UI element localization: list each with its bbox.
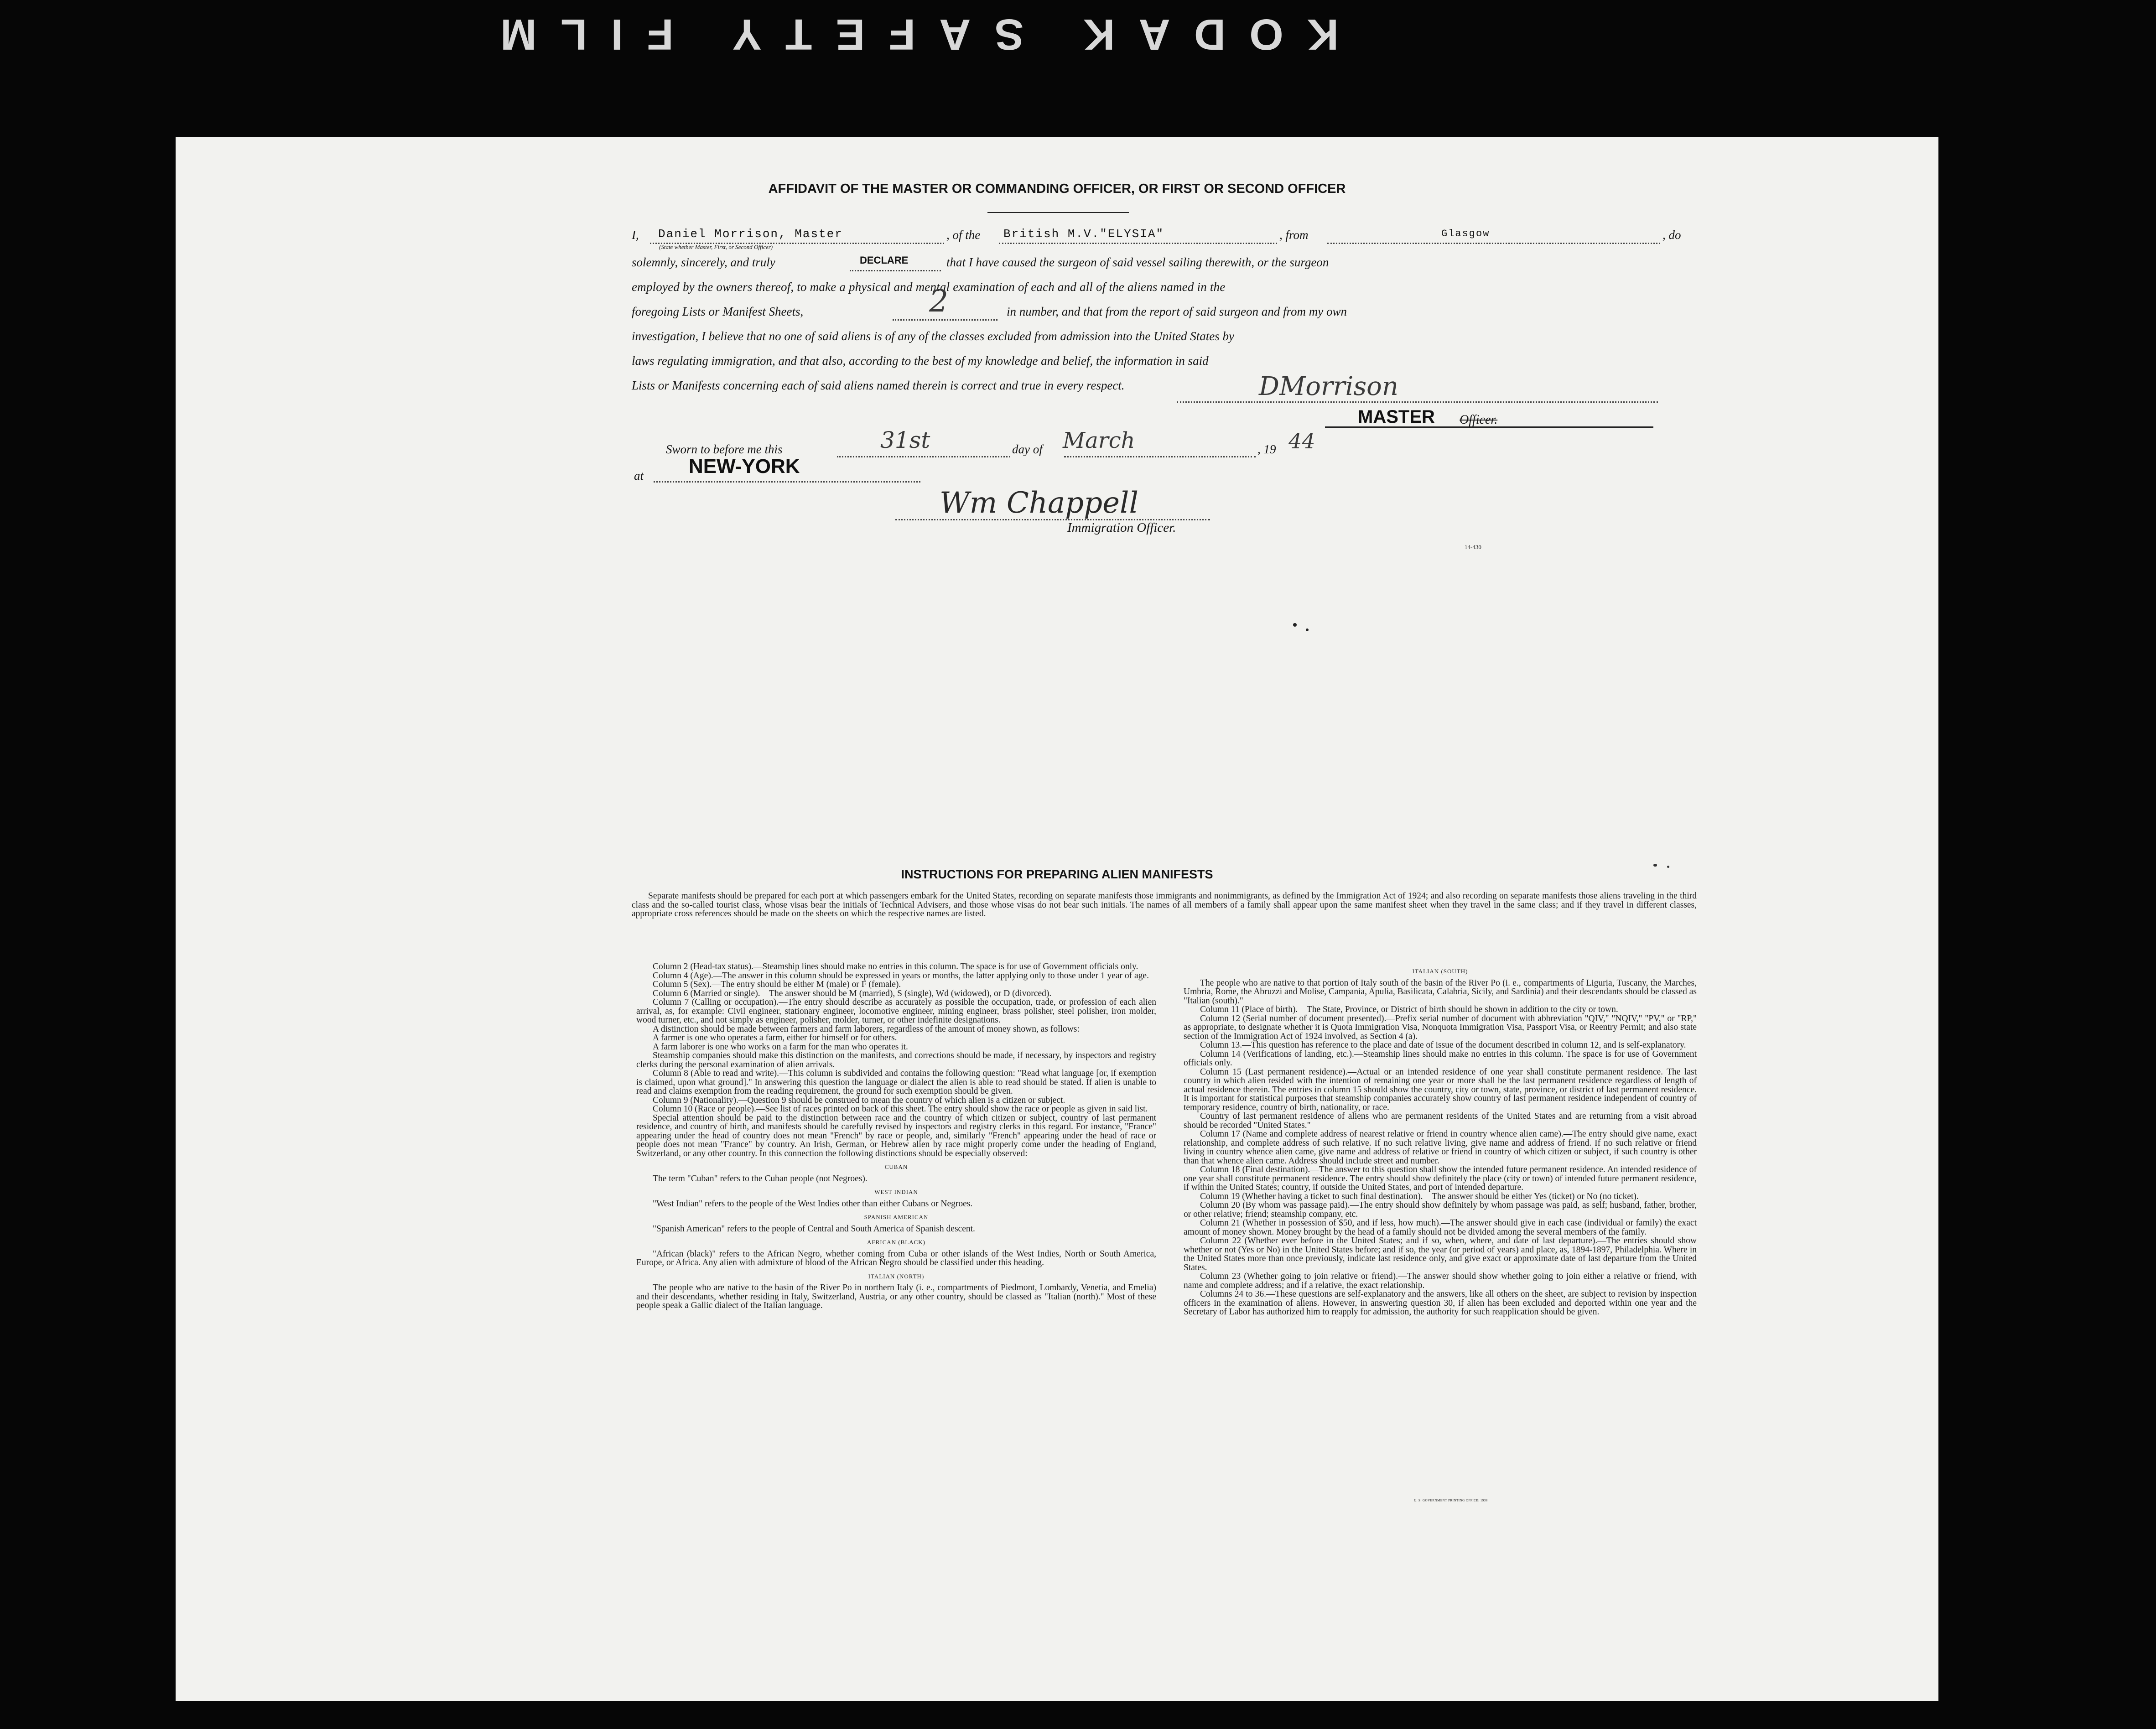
instructions-paragraph: Column 15 (Last permanent residence).—Actual or an intended residence of one year shall constitute permanent residence. The last country in which alien resided with the intention of remaining one year or more shall be the last permanent residence regardless of length of actual residence therein. The entries in column 15 should show the country, city or town, state, province, or district of last permanent residence. It is important for statistical purposes that steamship companies accurately show country of last permanent residence independent of country of temporary residence, country of birth, nationality, or race. <box>1184 1067 1697 1112</box>
affidavit-line-4b: in number, and that from the report of said surgeon and from my own <box>1007 305 1347 318</box>
place-stamp: NEW-YORK <box>689 455 800 478</box>
affidavit-line-4a: foregoing Lists or Manifest Sheets, <box>632 305 804 318</box>
sworn-label: Sworn to before me this <box>666 442 783 456</box>
instructions-paragraph: A farm laborer is one who works on a farm for the man who operates it. <box>653 1042 908 1052</box>
from-label: , from <box>1279 228 1309 242</box>
officer-note: (State whether Master, First, or Second Officer) <box>659 244 773 250</box>
instructions-paragraph: Column 23 (Whether going to join relative or friend).—The answer should show whether going to join either a relative or friend, with name and complete address; and if a relative, the exact relationship. <box>1184 1272 1697 1290</box>
place-line <box>654 481 920 483</box>
instructions-paragraph: Column 11 (Place of birth).—The State, Province, or District of birth should be shown in addition to the city or town. <box>1200 1005 1618 1014</box>
affidavit-line-3: employed by the owners thereof, to make a physical and mental examination of each and all of the aliens named in the <box>632 280 1226 294</box>
instructions-subheading: CUBAN <box>884 1163 908 1170</box>
ink-speck <box>1293 623 1297 627</box>
instructions-paragraph: A distinction should be made between farmers and farm laborers, regardless of the amount of money shown, as follows: <box>653 1024 1080 1034</box>
port-line <box>1327 243 1660 244</box>
instructions-paragraph: Steamship companies should make this distinction on the manifests, and corrections should be made, if necessary, by inspectors and registry clerks during the personal examination of alien arrivals. <box>636 1051 1156 1070</box>
declare-line <box>850 270 941 271</box>
declare-stamp: DECLARE <box>860 254 909 266</box>
sheet-count-line <box>893 319 997 321</box>
port-name: Glasgow <box>1441 228 1490 239</box>
film-edge-banner: KODAK SAFETY FILM <box>476 10 1339 59</box>
master-stamp: MASTER <box>1358 407 1435 427</box>
instructions-paragraph: Column 5 (Sex).—The entry should be either M (male) or F (female). <box>653 980 901 989</box>
master-signature: DMorrison <box>1259 372 1398 401</box>
officer-struck: Officer. <box>1460 413 1498 427</box>
sworn-day-line <box>837 456 1010 457</box>
instructions-paragraph: Column 13.—This question has reference to the place and date of issue of the document described in column 12, and is self-explanatory. <box>1200 1040 1686 1050</box>
affidavit-line-5: investigation, I believe that no one of said aliens is of any of the classes excluded from admission into the United States by <box>632 329 1235 343</box>
instructions-paragraph: Country of last permanent residence of aliens who are permanent residents of the United States and are returning from a visit abroad should be recorded "United States." <box>1184 1111 1697 1130</box>
sworn-month: March <box>1063 428 1135 453</box>
at-label: at <box>634 469 644 483</box>
vessel-name: British M.V."ELYSIA" <box>1003 227 1164 241</box>
affidavit-title: AFFIDAVIT OF THE MASTER OR COMMANDING OFFICER, OR FIRST OR SECOND OFFICER <box>768 182 1346 196</box>
instructions-paragraph: Special attention should be paid to the distinction between race and the country of which citizen or subject, country of last permanent residence, and country of birth, and manifests should be carefully revised by inspectors and registry clerks in this regard. For instance, "France" appearing under the head of country does not mean "French" by race or people, and, similarly "French" appearing under the head of race or people does not mean "France" by country. An Irish, German, or Hebrew alien by race might properly come under the heading of England, Switzerland, or any other country. In this connection the following distinctions should be especially observed: <box>636 1113 1156 1158</box>
instructions-paragraph: "African (black)" refers to the African Negro, whether coming from Cuba or other islands of the West Indies, North or South America, Europe, or Africa. Any alien with admixture of blood of the African Negro should be classified under this heading. <box>636 1249 1156 1267</box>
form-number: 14-430 <box>1465 544 1481 550</box>
instructions-paragraph: Column 19 (Whether having a ticket to such final destination).—The answer should be either Yes (ticket) or No (no ticket). <box>1200 1191 1639 1201</box>
instructions-paragraph: Column 18 (Final destination).—The answer to this question shall show the intended future permanent residence. An intended residence of one year shall constitute permanent residence. The entry should show definitely the place (city or town) of intended future permanent residence, if within the United States; country, if outside the United States, and port of intended departure. <box>1184 1165 1697 1192</box>
sheet-count: 2 <box>929 284 948 319</box>
sworn-month-line <box>1064 456 1256 457</box>
instructions-paragraph: The people who are native to the basin of the River Po in northern Italy (i. e., compartments of Piedmont, Lombardy, Venetia, and Emelia) and their descendants, whether residing in Italy, Switzerland, Austria, or any other country, should be classed as "Italian (north)." Most of these people speak a Gallic dialect of the Italian language. <box>636 1283 1156 1310</box>
instructions-subheading: AFRICAN (BLACK) <box>867 1239 926 1246</box>
instructions-paragraph: Column 12 (Serial number of document presented).—Prefix serial number of document with abbreviation "QIV," "NQIV," "PV," or "RP," as appropriate, to designate whether it is Quota Immigration Visa, Nonquota Immigration Visa, Passport Visa, or Reentry Permit; and also state section of the Immigration Act of 1924 involved, as Section 4 (a). <box>1184 1013 1697 1041</box>
affidavit-line-2a: solemnly, sincerely, and truly <box>632 255 775 269</box>
year-suffix: 44 <box>1288 429 1315 453</box>
sworn-day: 31st <box>880 427 930 453</box>
instructions-subheading: WEST INDIAN <box>874 1189 918 1195</box>
signature-line <box>1177 401 1658 403</box>
day-of-label: day of <box>1012 442 1043 456</box>
i-label: I, <box>632 228 639 242</box>
title-rule <box>987 212 1129 213</box>
instructions-paragraph: The people who are native to that portion of Italy south of the basin of the River Po (i. e., compartments of Liguria, Tuscany, the Marches, Umbria, Rome, the Abruzzi and Molise, Campania, Apulia, Basilicata, Calabria, Sicily, and Sardinia) and their descendants should be classed as "Italian (south)." <box>1184 978 1697 1006</box>
instructions-paragraph: Column 8 (Able to read and write).—This column is subdivided and contains the following question: "Read what language [or, if exemption is claimed, upon what ground]." In answering this question the language or dialect the alien is able to read should be stated. If alien is unable to read and claims exemption from the reading requirement, the ground for such exemption should be given. <box>636 1069 1156 1096</box>
do-label: , do <box>1662 228 1681 242</box>
instructions-paragraph: Column 9 (Nationality).—Question 9 should be construed to mean the country of which alien is a citizen or subject. <box>653 1095 1065 1105</box>
instructions-subheading: ITALIAN (SOUTH) <box>1412 968 1468 975</box>
instructions-paragraph: Column 17 (Name and complete address of nearest relative or friend in country whence alien came).—The entry should give name, exact relationship, and complete address of such relative. If no such relative living, give name and address of friend. If no such relative or friend living in country whence alien came, give name and address of relative or friend in country of which citizen or subject, if such country is other than that whence alien came. Address should include street and number. <box>1184 1129 1697 1166</box>
instructions-paragraph: Columns 24 to 36.—These questions are self-explanatory and the answers, like all others on the sheet, are subject to revision by inspection officers in the examination of aliens. However, in answering question 30, if alien has been excluded and deported within one year and the Secretary of Labor has authorized him to reapply for admission, the authority for such reapplication should be given. <box>1184 1289 1697 1317</box>
officer-name: Daniel Morrison, Master <box>658 227 843 241</box>
instructions-paragraph: "Spanish American" refers to the people of Central and South America of Spanish descent. <box>653 1224 975 1234</box>
immigration-officer-label: Immigration Officer. <box>1067 520 1176 535</box>
ink-speck <box>1306 628 1309 631</box>
instructions-paragraph: Column 2 (Head-tax status).—Steamship lines should make no entries in this column. The space is for use of Government officials only. <box>653 962 1138 971</box>
of-the-label: , of the <box>946 228 981 242</box>
instructions-right-column <box>1184 962 1697 1317</box>
instructions-paragraph: Column 10 (Race or people).—See list of races printed on back of this sheet. The entry should show the race or people as given in said list. <box>653 1104 1148 1114</box>
instructions-intro: Separate manifests should be prepared for each port at which passengers embark for the United States, recording on separate manifests those immigrants and nonimmigrants, as defined by the Immigration Act of 1924; and also recording on separate manifests those aliens traveling in the third class and the so-called tourist class, whose visas bear the initials of Technical Advisers, and those whose visas do not bear such initials. The names of all members of a family shall appear upon the same manifest sheet when they travel in the same class; and if they travel in different classes, appropriate cross references should be made on the sheets on which the respective names are listed. <box>632 891 1697 919</box>
affidavit-line-2b: that I have caused the surgeon of said vessel sailing therewith, or the surgeon <box>946 255 1329 269</box>
instructions-paragraph: Column 14 (Verifications of landing, etc.).—Steamship lines should make no entries in this column. The space is for use of Government officials only. <box>1184 1049 1697 1068</box>
instructions-subheading: ITALIAN (NORTH) <box>868 1272 925 1280</box>
instructions-title: INSTRUCTIONS FOR PREPARING ALIEN MANIFESTS <box>901 867 1213 881</box>
ink-speck <box>1653 864 1657 867</box>
instructions-paragraph: Column 21 (Whether in possession of $50, and if less, how much).—The answer should give in each case (individual or family) the exact amount of money shown. Money brought by the head of a family should not be divided among the several members of the family. <box>1184 1218 1697 1237</box>
instructions-paragraph: The term "Cuban" refers to the Cuban people (not Negroes). <box>653 1173 868 1184</box>
instructions-paragraph: Column 4 (Age).—The answer in this column should be expressed in years or months, the latter applying only to those under 1 year of age. <box>653 971 1149 981</box>
instructions-paragraph: Column 6 (Married or single).—The answer should be M (married), S (single), Wd (widowed), or D (divorced). <box>653 988 1052 998</box>
instructions-paragraph: A farmer is one who operates a farm, either for himself or for others. <box>653 1033 897 1043</box>
affidavit-line-6: laws regulating immigration, and that also, according to the best of my knowledge and belief, the information in said <box>632 354 1209 368</box>
immigration-signature: Wm Chappell <box>940 486 1138 520</box>
affidavit-line-7: Lists or Manifests concerning each of said aliens named therein is correct and true in every respect. <box>632 379 1125 392</box>
instructions-paragraph: "West Indian" refers to the people of the West Indies other than either Cubans or Negroes. <box>653 1199 973 1209</box>
instructions-subheading: SPANISH AMERICAN <box>864 1214 929 1220</box>
year-prefix: , 19 <box>1257 442 1276 456</box>
instructions-paragraph: Column 22 (Whether ever before in the United States; and if so, when, where, and date of last departure).—The entries should show whether or not (Yes or No) in the United States before; and if so, the year (or period of years) and place, as, 1894-1897, Philadelphia. Where in the United States more than once previously, indicate last residence only, and give exact or approximate date of last departure from the United States. <box>1184 1236 1697 1272</box>
instructions-paragraph: Column 20 (By whom was passage paid).—The entry should show definitely by whom passage was paid, as self; husband, father, brother, or other relative; friend; steamship company, etc. <box>1184 1200 1697 1219</box>
printing-office: U. S. GOVERNMENT PRINTING OFFICE: 1938 <box>1414 1499 1488 1502</box>
manifest-page <box>176 137 1938 1701</box>
instructions-paragraph: Column 7 (Calling or occupation).—The entry should describe as accurately as possible the occupation, trade, or profession of each alien arrival, as, for example: Civil engineer, stationary engineer, locomotive engineer, mining engineer, brass polisher, steel polisher, iron molder, wood turner, etc., and not simply as engineer, polisher, molder, turner, or other indefinite designations. <box>636 997 1156 1025</box>
instructions-left-column <box>636 962 1156 1310</box>
